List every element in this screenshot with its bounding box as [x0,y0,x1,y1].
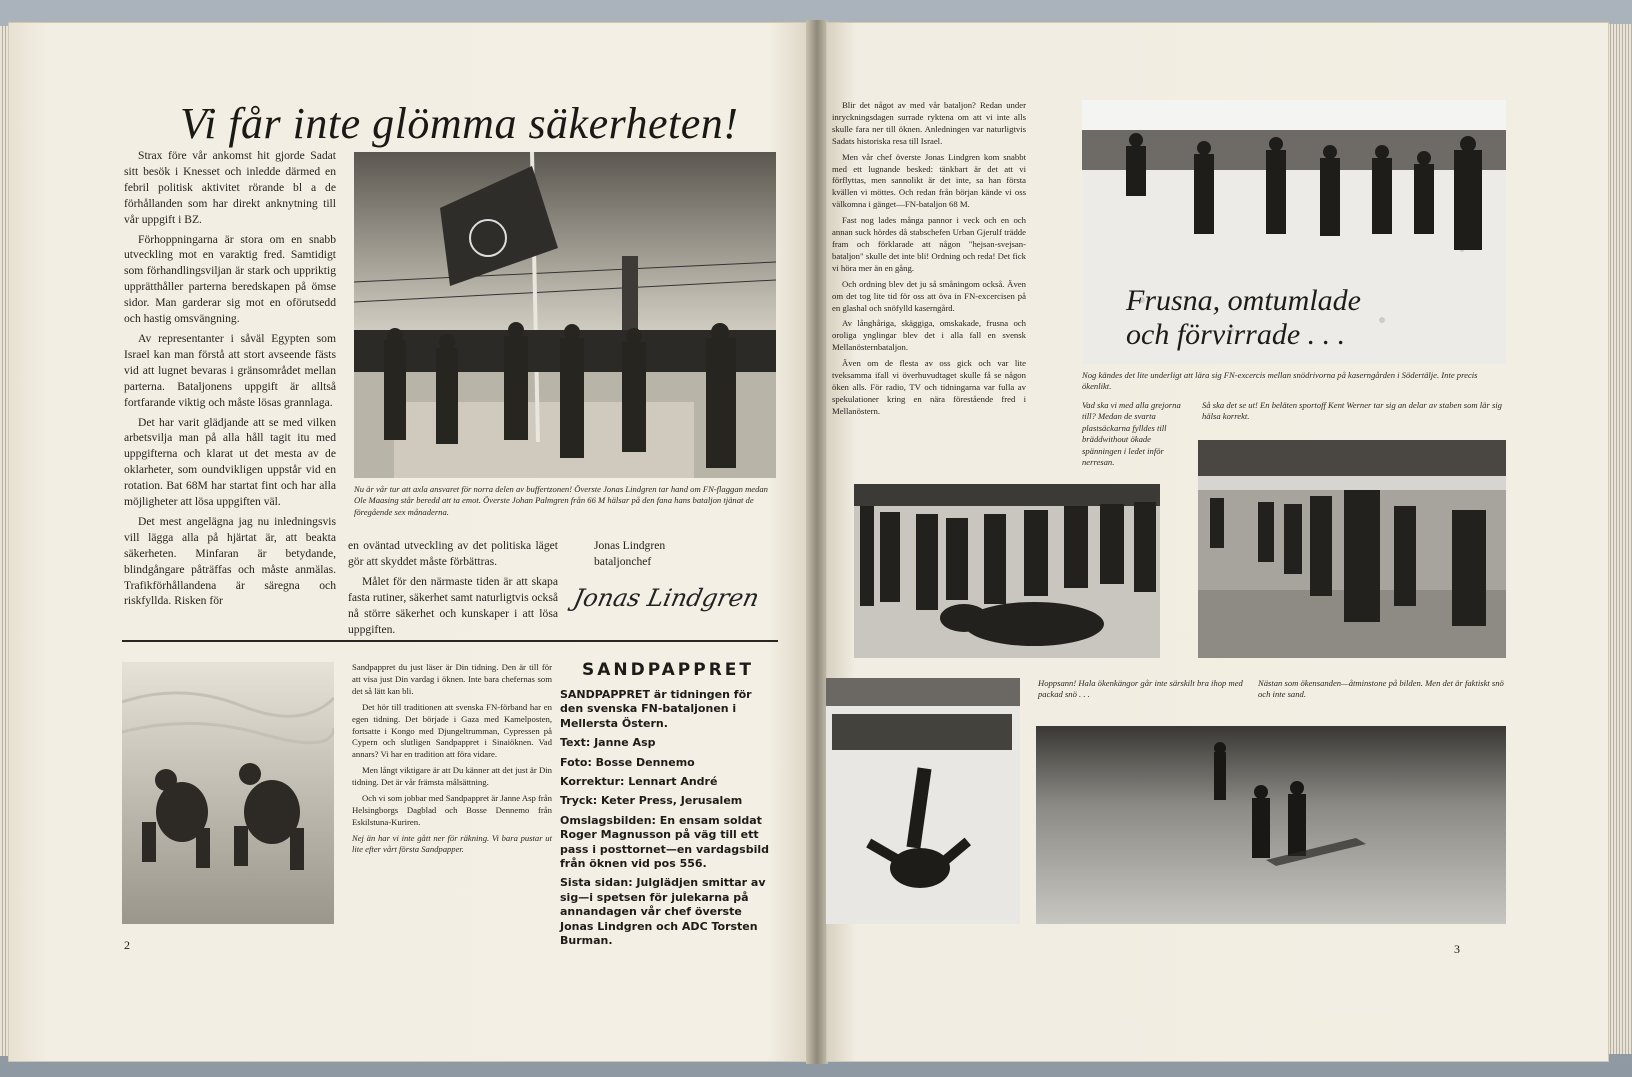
snow-photo-caption: Nog kändes det lite underligt att lära sig FN-excercis mellan snödrivorna på kaserngården i Södertälje. Inte precis ökenlikt. [1082,370,1478,392]
page-edges-right [1608,24,1632,1054]
paragraph: Fast nog lades många pannor i veck och en och annan suck hördes då stabschefen Urban Gjerulf trädde fram och förklarade att någon "hejsan-svejsan-bataljon" skulle det inte bli! Ordning och reda! Det fick vi höra mer än en gång. [832,215,1026,273]
paragraph: Av långhåriga, skäggiga, omskakade, frusna och oroliga ynglingar blev det i alla fall en svensk Mellanösternbataljon. [832,318,1026,353]
paragraph: Förhoppningarna är stora om en snabb utveckling mot en varaktig fred. Samtidigt som förhandlingsviljan är stark och uppriktig upprätthåller parterna beredskapen på ömse sidor. Man garderar sig mot en oförutsedd och hastig omsvängning. [124,232,336,326]
paragraph: Av representanter i såväl Egypten som Israel kan man förstå att stort avseende fästs vid att lugnet bevaras i gränsområdet mellan parterna. Bataljonens uppgift är alltså fortfarande viktig och måste lösas grannlaga. [124,331,336,409]
overlay-title-line: och förvirrade . . . [1126,318,1346,351]
masthead-line: SANDPAPPRET är tidningen för den svenska FN-bataljonen i Mellersta Östern. [560,688,752,730]
flag-photo-caption: Nu är vår tur att axla ansvaret för norra delen av buffertzonen! Överste Jonas Lindgren tar hand om FN-flaggan medan Ole Maasing står beredd att ta emot. Överste Johan Palmgren från 66 M hälsar på den fana hans bataljon tjänat de föregående sex månaderna. [354,484,768,517]
paragraph: Det mest angelägna jag nu inledningsvis vill lägga alla på hjärtat är, att beakta säkerheten. Minfaran är betydande, blindgångare påträffas och måste anmälas. Trafikförhållandena är säregna och riskfyllda. Risken för [124,514,336,608]
masthead-line: Foto: Bosse Dennemo [560,755,695,769]
masthead-line: Korrektur: Lennart André [560,775,718,789]
masthead-line: Omslagsbilden: En ensam soldat Roger Magnusson på väg till ett pass i posttornet—en vardagsbild från öknen vid pos 556. [560,813,769,871]
masthead-line: Tryck: Keter Press, Jerusalem [560,794,743,808]
masthead-line: Text: Janne Asp [560,736,656,750]
sand-like-snow-caption: Nästan som ökensanden—åtminstone på bilden. Men det är faktiskt snö och inte sand. [1258,678,1504,700]
book-gutter [806,20,828,1064]
salute-photo-caption: Så ska det se ut! En beläten sportoff Kent Werner tar sig an delar av staben som lär sig hälsa korrekt. [1202,400,1502,422]
masthead [560,660,776,954]
right-page [826,22,1609,1062]
bags-photo-caption: Vad ska vi med alla grejorna till? Medan de svarta plastsäckarna fylldes till bräddwithout ökade spänningen i ledet inför nerresan. [1082,400,1181,468]
paragraph: Sandpappret du just läser är Din tidning. Den är till för att visa just Din vardag i öknen. Inte bara chefernas som det så lätt kan bli. [352,662,552,696]
intro-column [124,148,336,613]
paragraph: Men långt viktigare är att Du känner att det just är Din tidning. Det är vår främsta målsättning. [352,765,552,788]
packing-bags-photo [854,484,1160,658]
walking-in-snow-photo [1036,726,1506,924]
sand-photo-caption: Nej än har vi inte gått ner för räkning. Vi bara pustar ut lite efter vårt första Sandpapper. [352,832,552,855]
second-column [348,538,558,641]
page-headline: Vi får inte glömma säkerheten! [180,99,739,148]
signer-title: bataljonchef [594,554,652,568]
paragraph: Det har varit glädjande att se med vilken arbetsvilja man på alla håll tagit itu med uppgifterna och klarat ut det mesta av de oklarheter, som oundvikligen uppstår vid en rotation. Bat 68M har startat fint och har alla möjligheter att lösa uppgiften väl. [124,415,336,509]
slipping-soldier-photo [826,678,1020,924]
signature: Jonas Lindgren [571,584,762,612]
paragraph: en oväntad utveckling av det politiska läget gör att skyddet måste förbättras. [348,539,558,568]
masthead-title: SANDPAPPRET [581,660,754,680]
right-text-column [826,100,1026,422]
paragraph: Målet för den närmaste tiden är att skapa fasta rutiner, säkerhet samt naturligtvis också nå större säkerhet och kunskaper i att lösa uppgiften. [348,574,558,636]
saluting-soldiers-photo [1198,440,1506,658]
signer-block [594,538,764,570]
sandpappret-column [352,662,552,856]
paragraph: Strax före vår ankomst hit gjorde Sadat sitt besök i Knesset och inledde därmed en febril politisk aktivitet rörande bl a de förhållanden som har direkt anknytning till vår uppgift i BZ. [124,149,336,226]
paragraph: Blir det något av med vår bataljon? Redan under inryckningsdagen surrade ryktena om att vi inte alls skulle fara ner till öknen. Anledningen var naturligtvis Sadats historiska resa till Israel. [832,100,1026,146]
paragraph: Det hör till traditionen att svenska FN-förband har en egen tidning. Det började i Gaza med Kamelposten, fortsatte i Kongo med Djungeltrumman, Cypressen på Cypern och slutligen Sandpappret i Sinaiöknen. Vad annars? Vi har en tradition att föra vidare. [352,701,552,760]
fall-photo-caption: Hoppsann! Hala ökenkängor går inte särskilt bra ihop med packad snö . . . [1038,678,1243,700]
soldiers-in-sand-photo [122,662,334,924]
overlay-title-line: Frusna, omtumlade [1126,284,1361,317]
section-divider [122,640,778,642]
paragraph: Även om de flesta av oss gick och var lite tveksamma ifall vi överhuvudtaget skulle få se någon öken alls. För radio, TV och tidningarna var fulla av spekulationer kring en nära förestående fred i Mellanöstern. [832,358,1026,416]
masthead-line: Sista sidan: Julglädjen smittar av sig—i spetsen för julekarna på annandagen vår chef överste Jonas Lindgren och ADC Torsten Burman. [560,876,766,948]
paragraph: Men vår chef överste Jonas Lindgren kom snabbt med ett lugnande besked: tänkbart är det att vi förflyttas, men sannolikt är det inte, sa han första kvällen vi möttes. Och redan från början kände vi oss välkomna i gänget—FN-bataljon 68 M. [832,151,1026,210]
masthead-body [560,688,776,949]
signer-name: Jonas Lindgren [594,539,666,552]
paragraph: Och ordning blev det ju så småningom också. Även om det tog lite tid för oss att öva in FN-excercisen på en glashal och snöfylld kaserngård. [832,278,1026,313]
page-number-left: 2 [124,938,130,952]
page-number-right: 3 [1454,942,1460,956]
flag-ceremony-photo [354,152,776,478]
paragraph: Och vi som jobbar med Sandpappret är Janne Asp från Helsingborgs Dagblad och Bosse Dennemo från Eskilstuna-Kuriren. [352,793,552,827]
left-page [8,22,808,1062]
photo-overlay-title [1126,284,1386,352]
